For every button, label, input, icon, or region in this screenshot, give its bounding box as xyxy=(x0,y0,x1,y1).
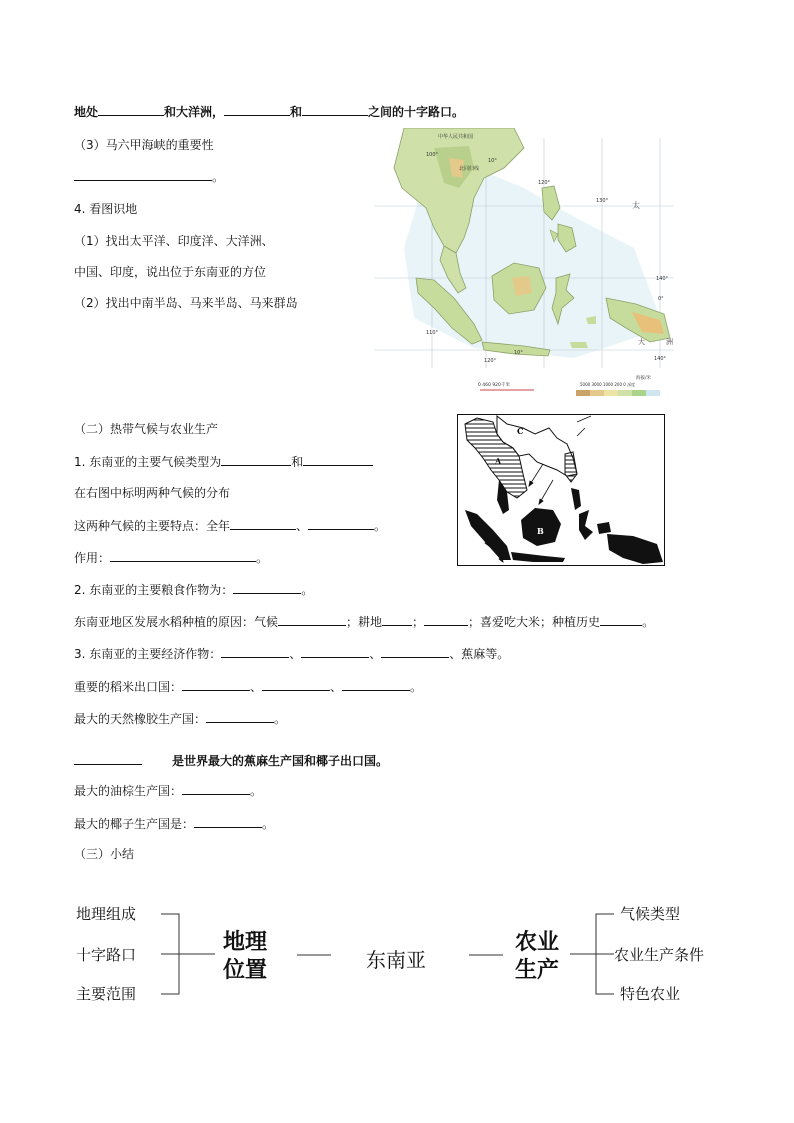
map-scale: 0 460 920千米 xyxy=(478,383,510,388)
map-label: 120° xyxy=(484,358,497,364)
text: 、 xyxy=(369,647,382,661)
text: 。 xyxy=(374,519,387,533)
text: 东南亚地区发展水稻种植的原因：气候 xyxy=(74,615,279,629)
text: 和 xyxy=(291,455,304,469)
text: 和 xyxy=(290,105,303,119)
text-line xyxy=(74,752,388,769)
text-line xyxy=(74,581,313,598)
text-line: （2）找出中南半岛、马来半岛、马来群岛 xyxy=(74,296,298,310)
text-line xyxy=(74,782,262,799)
connector-line xyxy=(467,950,507,960)
text: ；喜爱吃大米；种植历史 xyxy=(468,615,601,629)
node-label: 地理 xyxy=(223,930,268,955)
text-line xyxy=(74,645,509,662)
text: 。 xyxy=(642,615,655,629)
answer-blank[interactable] xyxy=(194,815,262,828)
answer-blank[interactable] xyxy=(342,678,410,691)
text-line xyxy=(74,453,373,470)
text-line xyxy=(74,815,274,832)
text: 之间的十字路口。 xyxy=(368,105,465,119)
map-legend-values: 5000 3000 1000 200 0 深度 xyxy=(580,382,636,387)
answer-blank[interactable] xyxy=(308,517,374,530)
answer-blank[interactable] xyxy=(182,782,250,795)
section-heading: （二）热带气候与农业生产 xyxy=(74,422,219,436)
center-node: 东南亚 xyxy=(366,948,426,972)
question-heading: 4. 看图识地 xyxy=(74,202,138,216)
answer-blank[interactable] xyxy=(233,581,301,594)
text: 、 xyxy=(330,680,343,694)
map-label: 太 xyxy=(632,201,640,210)
text: 是世界最大的蕉麻生产国和椰子出口国。 xyxy=(172,754,389,768)
text: 、 xyxy=(289,647,302,661)
summary-item: 地理组成 xyxy=(76,905,137,923)
answer-blank[interactable] xyxy=(74,752,142,765)
question-heading: （3）马六甲海峡的重要性 xyxy=(74,138,214,152)
map-label: B xyxy=(537,526,544,536)
answer-blank[interactable] xyxy=(381,645,449,658)
climate-distribution-map xyxy=(457,414,665,566)
section-heading: （三）小结 xyxy=(74,847,135,861)
map-label: A xyxy=(495,456,502,466)
text: 最大的椰子生产国是： xyxy=(74,817,195,831)
text: 最大的天然橡胶生产国： xyxy=(74,712,207,726)
text: 、蕉麻等。 xyxy=(449,647,510,661)
map-label: 140° xyxy=(654,356,667,362)
text: 重要的稻米出口国： xyxy=(74,680,183,694)
text: 。 xyxy=(301,583,314,597)
text: ；耕地 xyxy=(346,615,383,629)
answer-blank[interactable] xyxy=(262,678,330,691)
text: 。 xyxy=(250,784,263,798)
text: 、 xyxy=(250,680,263,694)
text: 和大洋洲， xyxy=(164,105,225,119)
text: 。 xyxy=(410,680,423,694)
node-label: 位置 xyxy=(223,958,268,983)
text-line xyxy=(74,710,286,727)
right-bracket-connector xyxy=(568,900,618,1000)
text-line xyxy=(74,517,386,534)
answer-blank[interactable] xyxy=(74,168,212,181)
map-label: 洲 xyxy=(666,338,673,346)
map-label: 110° xyxy=(426,330,439,336)
text-line: 中国、印度，说出位于东南亚的方位 xyxy=(74,265,267,279)
text-line: （1）找出太平洋、印度洋、大洋洲、 xyxy=(74,234,274,248)
map-label: 130° xyxy=(596,198,609,204)
text-line xyxy=(74,613,654,630)
answer-blank[interactable] xyxy=(110,549,256,562)
text-line xyxy=(74,168,224,185)
answer-blank[interactable] xyxy=(303,453,373,466)
answer-blank[interactable] xyxy=(600,613,642,626)
answer-blank[interactable] xyxy=(382,613,412,626)
summary-item: 气候类型 xyxy=(620,905,681,923)
text-line xyxy=(74,103,464,120)
answer-blank[interactable] xyxy=(302,103,368,116)
text: ； xyxy=(412,615,425,629)
southeast-asia-map xyxy=(374,128,674,400)
answer-blank[interactable] xyxy=(224,103,290,116)
map-label: 120° xyxy=(538,180,551,186)
answer-blank[interactable] xyxy=(301,645,369,658)
text: 。 xyxy=(274,712,287,726)
map-legend-title: 海拔/米 xyxy=(636,376,652,381)
text: 。 xyxy=(256,551,269,565)
map-label: 100° xyxy=(426,152,439,158)
agriculture-node xyxy=(515,929,559,985)
left-bracket-connector xyxy=(155,900,225,1000)
answer-blank[interactable] xyxy=(206,710,274,723)
node-label: 农业 xyxy=(515,930,560,955)
node-label: 生产 xyxy=(515,958,560,983)
text: 2. 东南亚的主要粮食作物为： xyxy=(74,583,234,597)
answer-blank[interactable] xyxy=(98,103,164,116)
text: 。 xyxy=(262,817,275,831)
text: 作用： xyxy=(74,551,111,565)
map-label: 140° xyxy=(656,276,669,282)
text-line xyxy=(74,549,268,566)
text: 、 xyxy=(296,519,309,533)
map-label: C xyxy=(517,426,524,436)
text-line xyxy=(74,678,422,695)
answer-blank[interactable] xyxy=(278,613,346,626)
answer-blank[interactable] xyxy=(182,678,250,691)
summary-item: 特色农业 xyxy=(620,985,681,1003)
geo-location-node xyxy=(223,929,267,985)
connector-line xyxy=(295,950,335,960)
map-label: 10° xyxy=(488,158,497,164)
map-label: 北回归线 xyxy=(459,166,480,172)
map-label: 10° xyxy=(514,350,523,356)
map-label: 0° xyxy=(658,296,664,302)
text: 最大的油棕生产国： xyxy=(74,784,183,798)
text: 。 xyxy=(212,170,225,184)
answer-blank[interactable] xyxy=(221,645,289,658)
summary-item: 十字路口 xyxy=(76,946,137,964)
summary-item: 农业生产条件 xyxy=(614,946,705,964)
text-line: 在右图中标明两种气候的分布 xyxy=(74,486,231,500)
answer-blank[interactable] xyxy=(424,613,468,626)
map-label: 大 xyxy=(638,338,645,346)
answer-blank[interactable] xyxy=(221,453,291,466)
text: 地处 xyxy=(74,105,99,119)
text: 3. 东南亚的主要经济作物： xyxy=(74,647,222,661)
text: 这两种气候的主要特点：全年 xyxy=(74,519,231,533)
map-label: 中华人民共和国 xyxy=(438,134,474,140)
answer-blank[interactable] xyxy=(230,517,296,530)
text: 1. 东南亚的主要气候类型为 xyxy=(74,455,222,469)
summary-item: 主要范围 xyxy=(76,985,137,1003)
